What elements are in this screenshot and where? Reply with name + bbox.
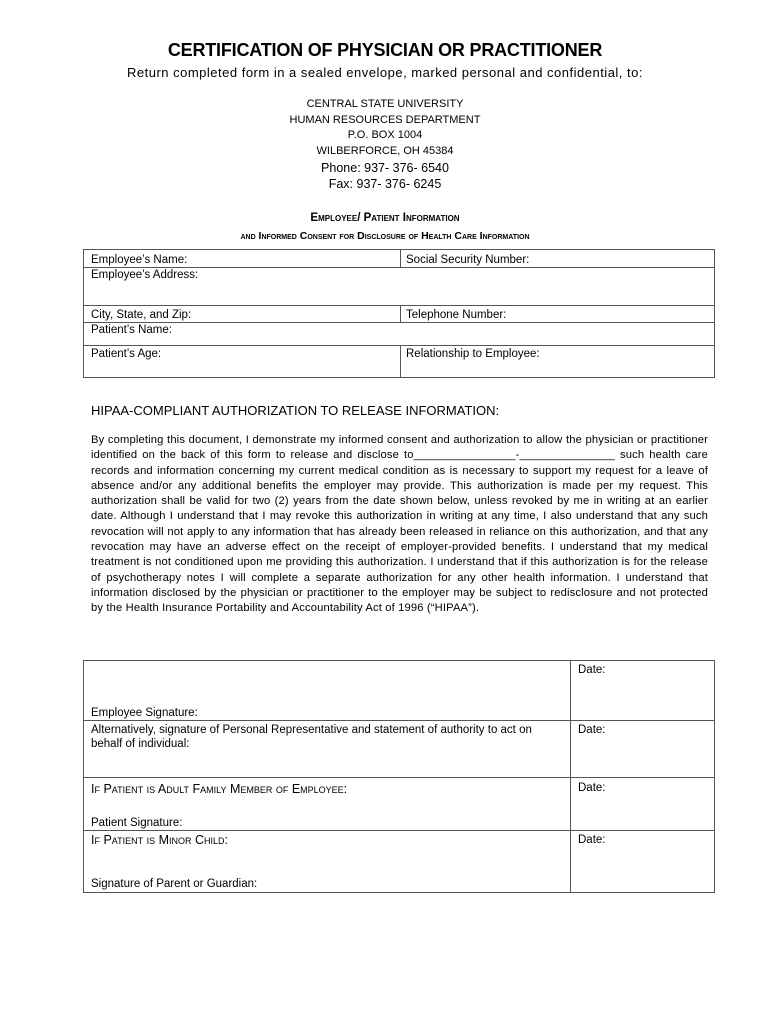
employee-signature-field[interactable]: Employee Signature: <box>91 707 198 719</box>
address-line-po-box: P.O. BOX 1004 <box>347 129 423 141</box>
column-divider <box>400 249 401 267</box>
employee-name-field[interactable]: Employee’s Name: <box>91 254 188 266</box>
date-field-employee[interactable]: Date: <box>578 664 606 676</box>
column-divider <box>400 345 401 378</box>
patient-name-field[interactable]: Patient’s Name: <box>91 324 172 336</box>
row-divider <box>83 305 715 306</box>
patient-signature-field[interactable]: Patient Signature: <box>91 817 183 829</box>
row-divider <box>83 777 715 778</box>
section-heading-consent: and Informed Consent for Disclosure of Health Care Information <box>240 230 530 242</box>
parent-guardian-signature-field[interactable]: Signature of Parent or Guardian: <box>91 878 258 890</box>
row-divider <box>83 720 715 721</box>
minor-child-label: If Patient is Minor Child: <box>91 833 228 847</box>
hipaa-authorization-text <box>91 433 712 617</box>
relationship-field[interactable]: Relationship to Employee: <box>406 348 540 360</box>
address-line-department: HUMAN RESOURCES DEPARTMENT <box>289 114 481 126</box>
telephone-field[interactable]: Telephone Number: <box>406 309 507 321</box>
address-phone: Phone: 937- 376- 6540 <box>321 161 449 175</box>
date-field-representative[interactable]: Date: <box>578 724 606 736</box>
date-field-parent[interactable]: Date: <box>578 834 606 846</box>
row-divider <box>83 830 715 831</box>
form-title: CERTIFICATION OF PHYSICIAN OR PRACTITIONER <box>167 40 603 60</box>
hipaa-heading: HIPAA-COMPLIANT AUTHORIZATION TO RELEASE INFORMATION: <box>91 403 500 418</box>
representative-signature-field[interactable]: Alternatively, signature of Personal Representative and statement of authority to act on behalf of individual: <box>91 724 532 750</box>
column-divider <box>400 305 401 322</box>
employee-address-field[interactable]: Employee’s Address: <box>91 269 199 281</box>
address-fax: Fax: 937- 376- 6245 <box>328 177 442 191</box>
patient-age-field[interactable]: Patient’s Age: <box>91 348 162 360</box>
row-divider <box>83 345 715 346</box>
hipaa-paragraph: By completing this document, I demonstrate my informed consent and authorization to allow the physician or practitioner identified on the back of this form to release and disclose to________________-_______________ such health care records and information concerning my current medical condition as is necessary to support my request for a leave of absence and/or any additional benefits the employer may provide. This authorization is made per my request. This authorization shall be valid for two (2) years from the date shown below, unless revoked by me in writing at an earlier date. Although I understand that I may revoke this authorization in writing at any time, I also understand that any such revocation will not apply to any information that has already been released in reliance on this authorization, and that any revocation may have an adverse effect on the receipt of employer-provided benefits. I understand that my medical treatment is not conditioned upon me providing this authorization. I understand that if this authorization is for the release of psychotherapy notes I will complete a separate authorization for any other health information. I understand that information disclosed by the physician or practitioner to the employer may be subject to redisclosure and not protected by the Health Insurance Portability and Accountability Act of 1996 (“HIPAA”). <box>91 434 712 615</box>
city-state-zip-field[interactable]: City, State, and Zip: <box>91 309 192 321</box>
form-subtitle: Return completed form in a sealed envelope, marked personal and confidential, to: <box>126 65 643 80</box>
date-field-patient[interactable]: Date: <box>578 782 606 794</box>
address-line-city: WILBERFORCE, OH 45384 <box>316 145 454 157</box>
row-divider <box>83 322 715 323</box>
adult-family-member-label: If Patient is Adult Family Member of Employee: <box>91 782 348 796</box>
section-heading-employee-patient: Employee/ Patient Information <box>310 212 460 224</box>
ssn-field[interactable]: Social Security Number: <box>406 254 530 266</box>
address-line-university: CENTRAL STATE UNIVERSITY <box>306 98 464 110</box>
